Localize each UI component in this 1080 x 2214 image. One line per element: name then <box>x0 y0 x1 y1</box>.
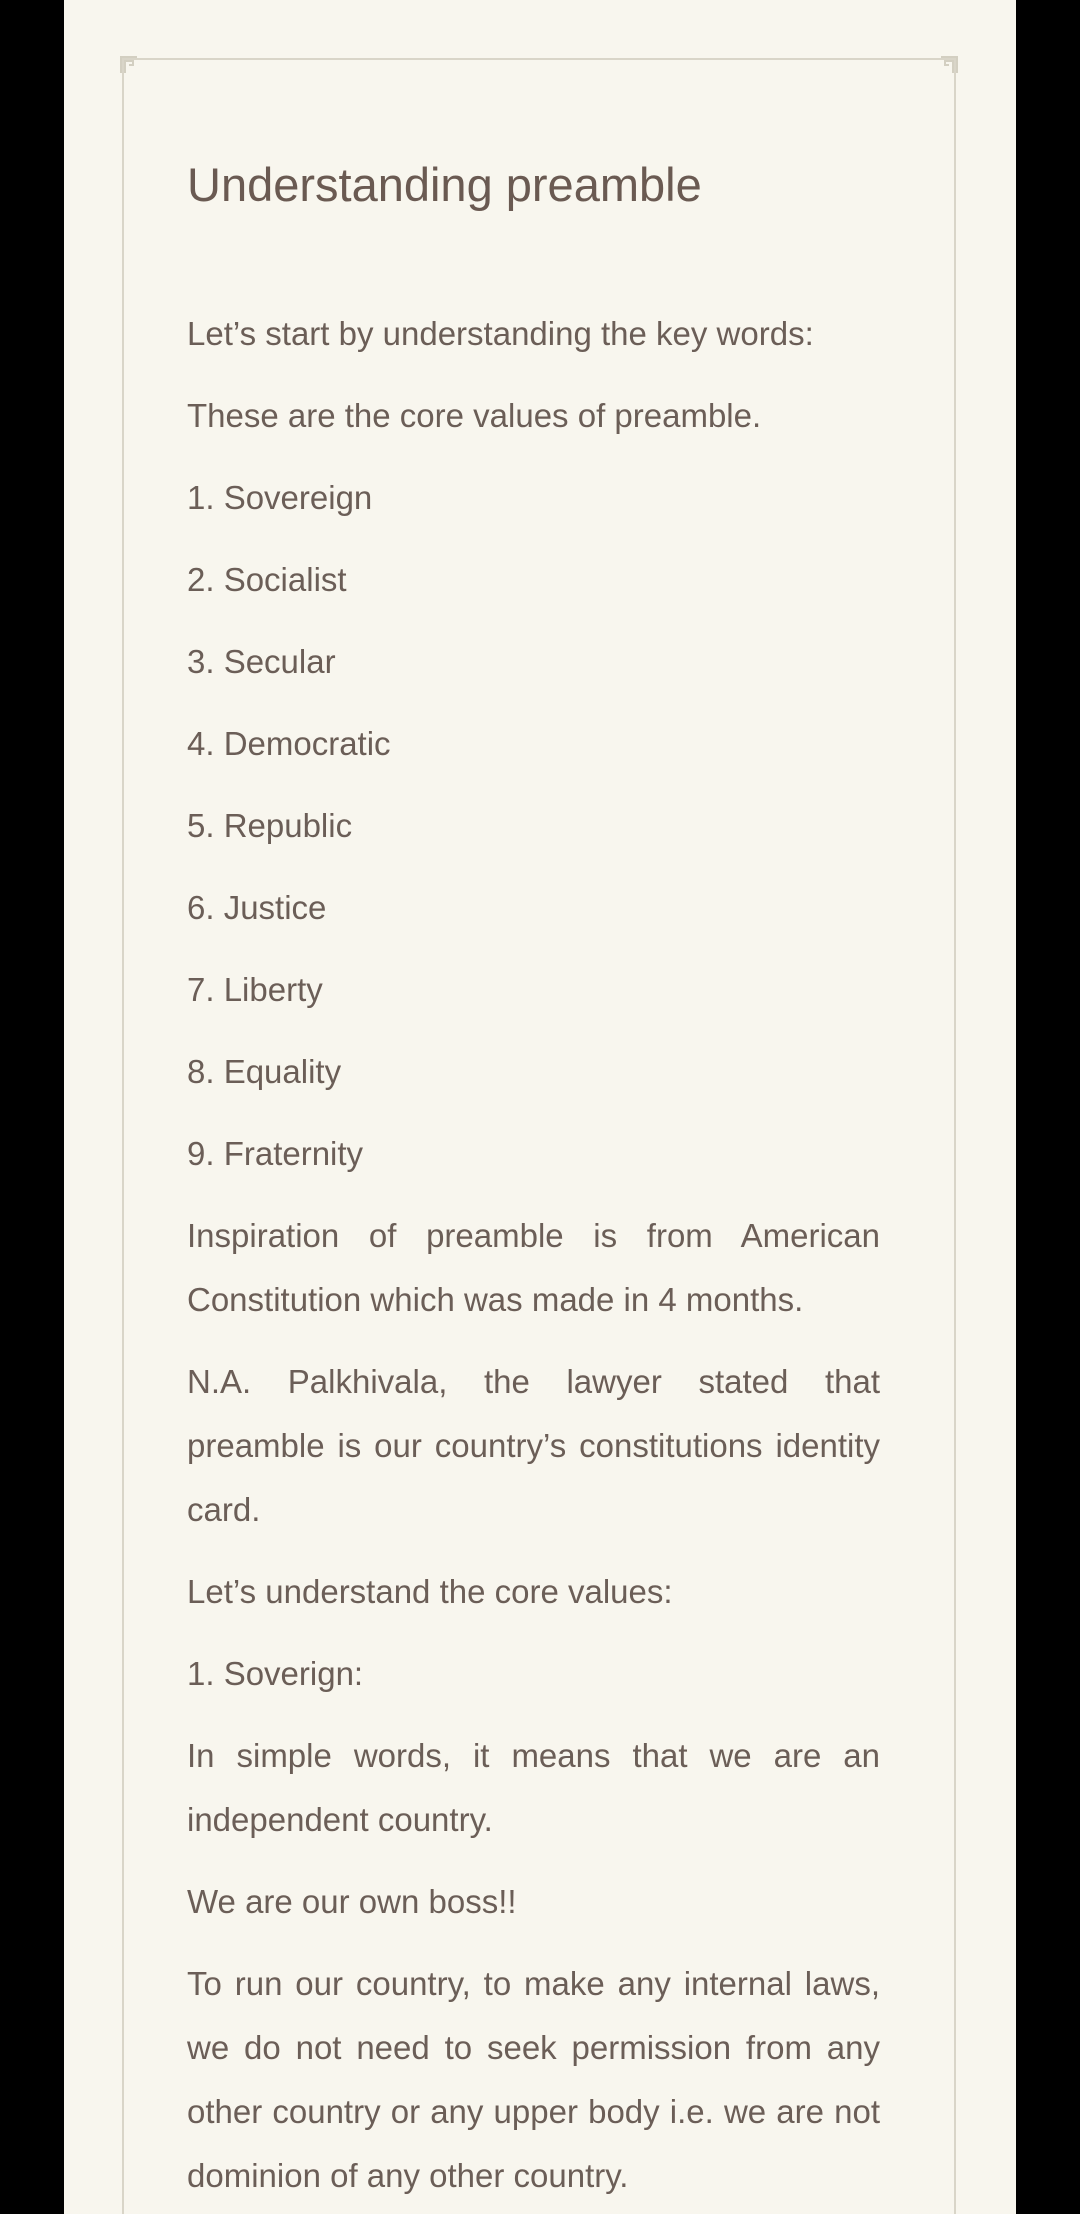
paragraph: Let’s start by understanding the key words: <box>187 315 814 352</box>
list-item: 7. Liberty <box>187 971 323 1008</box>
list-item: 5. Republic <box>187 807 353 844</box>
list-item: 8. Equality <box>187 1053 342 1090</box>
list-item: 9. Fraternity <box>187 1135 364 1172</box>
frame-corner-ornament-icon <box>120 56 138 74</box>
paragraph: To run our country, to make any internal laws, we do not need to seek permission from any other country or any upper body i.e. we are not dominion of any other country. <box>187 1965 880 2194</box>
paragraph: In simple words, it means that we are an independent country. <box>187 1737 880 1838</box>
section-heading: 1. Soverign: <box>187 1655 364 1692</box>
paragraph: These are the core values of preamble. <box>187 397 762 434</box>
list-item: 3. Secular <box>187 643 336 680</box>
list-item: 4. Democratic <box>187 725 391 762</box>
paragraph: Inspiration of preamble is from American Constitution which was made in 4 months. <box>187 1217 880 1318</box>
article-title: Understanding preamble <box>187 158 702 211</box>
article-body <box>187 302 880 2208</box>
article-content <box>187 148 880 2214</box>
paragraph: N.A. Palkhivala, the lawyer stated that preamble is our country’s constitutions identity card. <box>187 1363 880 1528</box>
paper-background <box>64 0 1016 2214</box>
list-item: 6. Justice <box>187 889 327 926</box>
paragraph: We are our own boss!! <box>187 1883 517 1920</box>
list-item: 2. Socialist <box>187 561 347 598</box>
frame-corner-ornament-icon <box>940 56 958 74</box>
list-item: 1. Sovereign <box>187 479 373 516</box>
paragraph: Let’s understand the core values: <box>187 1573 673 1610</box>
